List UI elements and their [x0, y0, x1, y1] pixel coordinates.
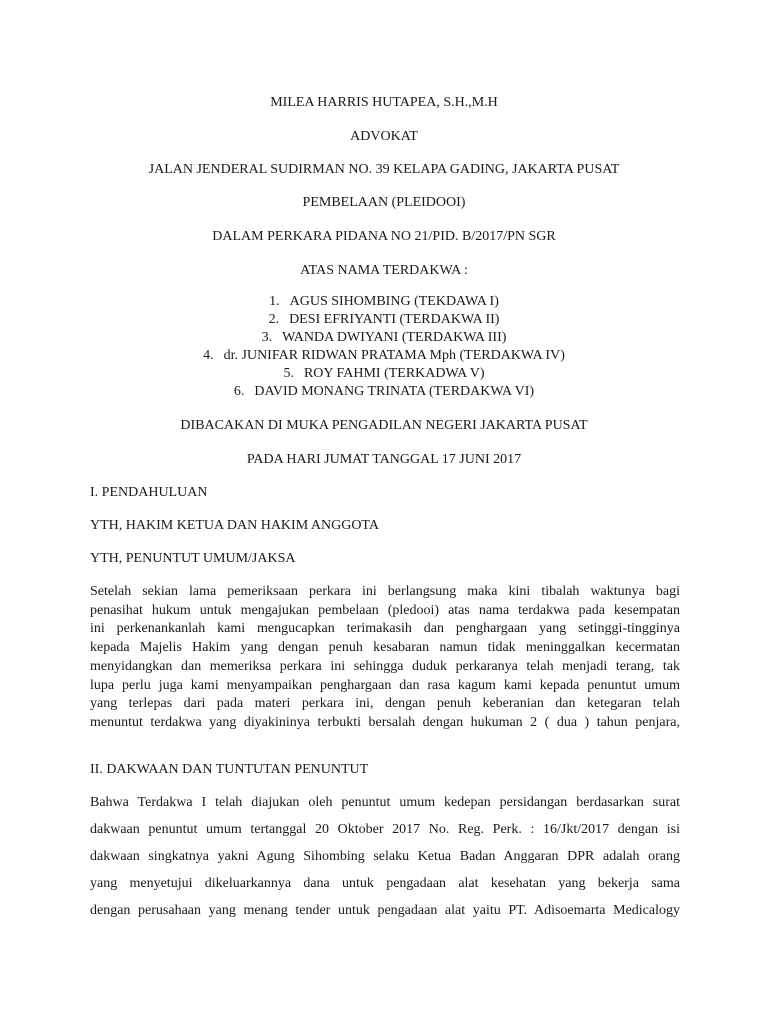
salutation-prosecutor: YTH, PENUNTUT UMUM/JAKSA	[90, 551, 296, 566]
list-item	[0, 329, 768, 347]
paragraph-line: Setelah sekian lama pemeriksaan perkara ini berlangsung maka kini tibalah waktunya bagi	[90, 584, 680, 599]
indictment-paragraph	[90, 789, 680, 924]
list-number: 2.	[268, 312, 280, 327]
advocate-profession: ADVOKAT	[350, 129, 418, 144]
list-item	[0, 347, 768, 365]
section-heading-introduction: I. PENDAHULUAN	[90, 485, 208, 500]
paragraph-line: menyidangkan dan memeriksa perkara ini sehingga duduk perkaranya telah menjadi terang, tak	[90, 658, 680, 674]
on-behalf-of: ATAS NAMA TERDAKWA :	[300, 263, 468, 278]
advocate-address: JALAN JENDERAL SUDIRMAN NO. 39 KELAPA GADING, JAKARTA PUSAT	[148, 162, 620, 177]
list-item	[0, 383, 768, 401]
defendant-name: WANDA DWIYANI (TERDAKWA III)	[282, 330, 507, 345]
list-number: 4.	[203, 348, 214, 363]
paragraph-line: ini perkenankanlah kami mengucapkan terimakasih dan penghargaan yang setinggi-tingginya	[90, 621, 680, 637]
paragraph-line: dakwaan penuntut umum tertanggal 20 Oktober 2017 No. Reg. Perk. : 16/Jkt/2017 dengan isi	[90, 822, 680, 837]
reading-venue: DIBACAKAN DI MUKA PENGADILAN NEGERI JAKARTA PUSAT	[180, 418, 588, 433]
paragraph-line: kepada Majelis Hakim yang dengan penuh kesabaran namun tidak meninggalkan kecermatan	[90, 640, 680, 656]
case-number: DALAM PERKARA PIDANA NO 21/PID. B/2017/PN SGR	[212, 229, 556, 244]
defendant-name: DAVID MONANG TRINATA (TERDAKWA VI)	[254, 384, 535, 399]
paragraph-line: penasihat hukum untuk mengajukan pembelaan (pledooi) atas nama terdakwa pada kesempatan	[90, 602, 680, 618]
list-number: 5.	[283, 366, 294, 381]
paragraph-line: Bahwa Terdakwa I telah diajukan oleh penuntut umum kedepan persidangan berdasarkan surat	[90, 795, 680, 810]
paragraph-line: dakwaan singkatnya yakni Agung Sihombing selaku Ketua Badan Anggaran DPR adalah orang	[90, 849, 680, 864]
list-number: 1.	[269, 294, 280, 309]
list-number: 3.	[261, 330, 273, 345]
paragraph-line: menuntut terdakwa yang diyakininya terbukti bersalah dengan hukuman 2 ( dua ) tahun penjara,	[90, 714, 680, 730]
paragraph-line: dengan perusahaan yang menang tender untuk pengadaan alat yaitu PT. Adisoemarta Medicalogy	[90, 903, 680, 918]
paragraph-line: lupa perlu juga kami menyampaikan penghargaan dan rasa kagum kami kepada penuntut umum	[90, 677, 680, 693]
list-item	[0, 311, 768, 329]
defendant-name: ROY FAHMI (TERKADWA V)	[303, 366, 485, 381]
introduction-paragraph	[90, 583, 680, 733]
salutation-judges: YTH, HAKIM KETUA DAN HAKIM ANGGOTA	[90, 518, 379, 533]
reading-date: PADA HARI JUMAT TANGGAL 17 JUNI 2017	[246, 452, 522, 467]
list-item	[0, 365, 768, 383]
paragraph-line: yang menyetujui dikeluarkannya dana untuk pengadaan alat kesehatan yang bekerja sama	[90, 876, 680, 891]
defendant-name: dr. JUNIFAR RIDWAN PRATAMA Mph (TERDAKWA IV)	[223, 348, 565, 363]
section-heading-indictment: II. DAKWAAN DAN TUNTUTAN PENUNTUT	[90, 762, 369, 777]
list-item	[0, 293, 768, 311]
defendant-name: AGUS SIHOMBING (TEKDAWA I)	[289, 294, 499, 309]
advocate-name: MILEA HARRIS HUTAPEA, S.H.,M.H	[270, 95, 498, 110]
list-number: 6.	[233, 384, 245, 399]
defendant-name: DESI EFRIYANTI (TERDAKWA II)	[289, 312, 500, 327]
paragraph-line: yang terlepas dari pada materi perkara ini, dengan penuh keberanian dan ketegaran telah	[90, 696, 680, 712]
document-type: PEMBELAAN (PLEIDOOI)	[302, 195, 466, 210]
